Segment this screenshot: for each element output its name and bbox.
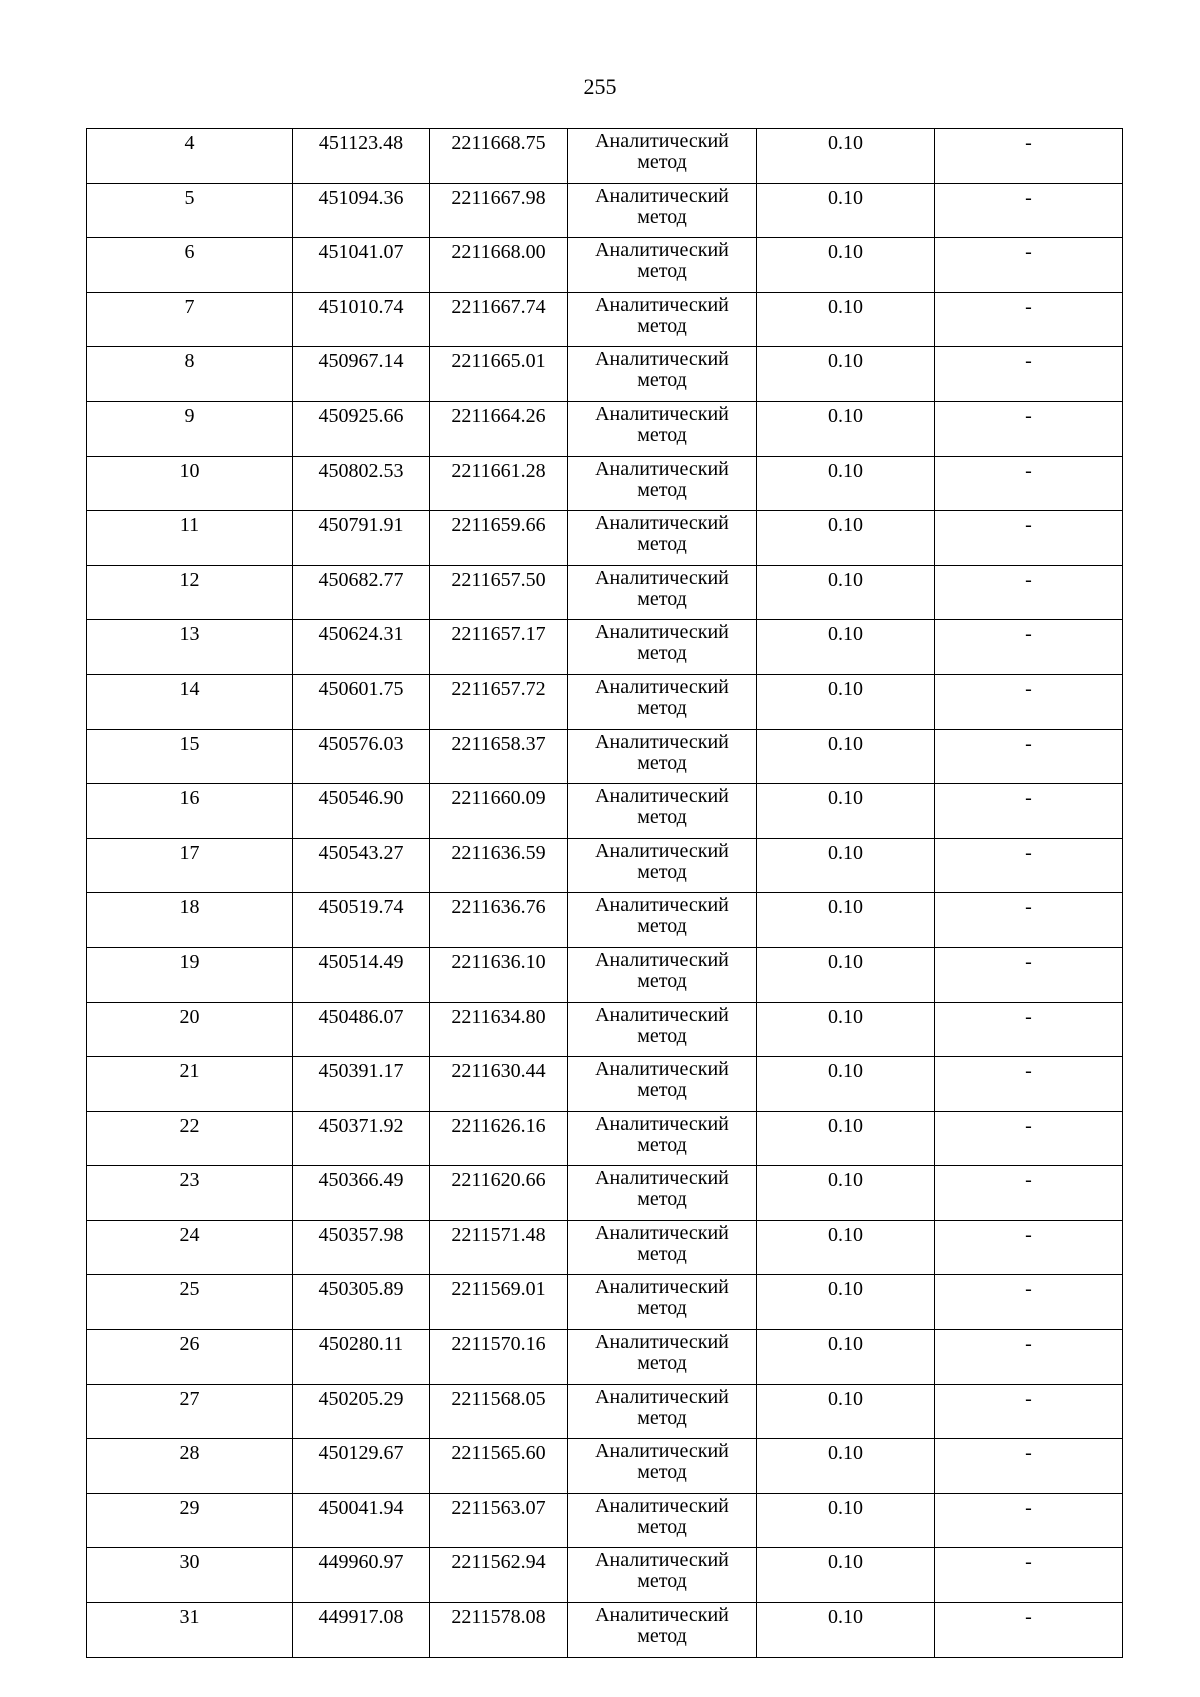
y-coordinate-cell: 2211636.76 [430,893,568,948]
method-line: метод [637,1406,687,1429]
method-cell [568,1330,757,1385]
method-line: метод [637,478,687,501]
x-coordinate-cell: 450357.98 [293,1220,430,1275]
point-number-cell: 27 [87,1384,293,1439]
point-number-cell: 16 [87,784,293,839]
y-coordinate-cell: 2211626.16 [430,1111,568,1166]
x-coordinate-cell: 450041.94 [293,1493,430,1548]
note-cell: - [935,456,1123,511]
point-number-cell: 18 [87,893,293,948]
method-cell [568,1166,757,1221]
point-number-cell: 31 [87,1603,293,1658]
table-row [87,347,1123,402]
point-number-cell: 14 [87,674,293,729]
x-coordinate-cell: 449960.97 [293,1548,430,1603]
point-number-cell: 6 [87,238,293,293]
accuracy-cell: 0.10 [757,456,935,511]
note-cell: - [935,129,1123,184]
table-row [87,620,1123,675]
method-line: Аналитический [595,1494,729,1517]
x-coordinate-cell: 450601.75 [293,674,430,729]
method-line: Аналитический [595,1003,729,1026]
note-cell: - [935,1057,1123,1112]
method-line: Аналитический [595,730,729,753]
accuracy-cell: 0.10 [757,347,935,402]
table-row [87,1603,1123,1658]
y-coordinate-cell: 2211657.72 [430,674,568,729]
x-coordinate-cell: 450205.29 [293,1384,430,1439]
method-cell [568,401,757,456]
table-row [87,1166,1123,1221]
note-cell: - [935,1548,1123,1603]
method-line: Аналитический [595,348,729,371]
method-cell [568,893,757,948]
x-coordinate-cell: 450791.91 [293,511,430,566]
method-cell [568,347,757,402]
method-cell [568,620,757,675]
x-coordinate-cell: 451094.36 [293,183,430,238]
accuracy-cell: 0.10 [757,1057,935,1112]
x-coordinate-cell: 450305.89 [293,1275,430,1330]
y-coordinate-cell: 2211668.00 [430,238,568,293]
method-line: Аналитический [595,293,729,316]
method-cell [568,183,757,238]
method-cell [568,1002,757,1057]
y-coordinate-cell: 2211562.94 [430,1548,568,1603]
method-line: метод [637,205,687,228]
table-row [87,1493,1123,1548]
note-cell: - [935,565,1123,620]
method-line: метод [637,1188,687,1211]
note-cell: - [935,1166,1123,1221]
method-line: метод [637,1461,687,1484]
table-row [87,1548,1123,1603]
y-coordinate-cell: 2211563.07 [430,1493,568,1548]
method-line: метод [637,1024,687,1047]
page-number: 255 [583,74,617,99]
x-coordinate-cell: 451041.07 [293,238,430,293]
note-cell: - [935,238,1123,293]
accuracy-cell: 0.10 [757,838,935,893]
accuracy-cell: 0.10 [757,674,935,729]
point-number-cell: 22 [87,1111,293,1166]
method-line: метод [637,1570,687,1593]
point-number-cell: 26 [87,1330,293,1385]
method-line: метод [637,314,687,337]
method-line: метод [637,1079,687,1102]
accuracy-cell: 0.10 [757,784,935,839]
y-coordinate-cell: 2211661.28 [430,456,568,511]
y-coordinate-cell: 2211667.74 [430,292,568,347]
coordinates-table-body [87,129,1123,1658]
method-line: метод [637,423,687,446]
table-row [87,893,1123,948]
point-number-cell: 28 [87,1439,293,1494]
note-cell: - [935,1275,1123,1330]
y-coordinate-cell: 2211570.16 [430,1330,568,1385]
coordinates-table [86,128,1123,1658]
note-cell: - [935,1603,1123,1658]
accuracy-cell: 0.10 [757,511,935,566]
method-cell [568,292,757,347]
method-cell [568,1275,757,1330]
method-cell [568,1548,757,1603]
accuracy-cell: 0.10 [757,1111,935,1166]
accuracy-cell: 0.10 [757,565,935,620]
table-row [87,511,1123,566]
accuracy-cell: 0.10 [757,729,935,784]
point-number-cell: 13 [87,620,293,675]
method-line: Аналитический [595,1331,729,1354]
method-line: метод [637,1352,687,1375]
point-number-cell: 17 [87,838,293,893]
note-cell: - [935,838,1123,893]
method-cell [568,1603,757,1658]
method-line: Аналитический [595,894,729,917]
accuracy-cell: 0.10 [757,183,935,238]
table-row [87,838,1123,893]
method-line: метод [637,369,687,392]
method-cell [568,1111,757,1166]
accuracy-cell: 0.10 [757,1384,935,1439]
table-row [87,1057,1123,1112]
accuracy-cell: 0.10 [757,292,935,347]
method-line: Аналитический [595,457,729,480]
method-line: Аналитический [595,402,729,425]
method-line: Аналитический [595,839,729,862]
table-row [87,401,1123,456]
method-line: Аналитический [595,566,729,589]
x-coordinate-cell: 450391.17 [293,1057,430,1112]
x-coordinate-cell: 450486.07 [293,1002,430,1057]
method-line: Аналитический [595,1167,729,1190]
y-coordinate-cell: 2211657.50 [430,565,568,620]
method-cell [568,238,757,293]
note-cell: - [935,1493,1123,1548]
note-cell: - [935,674,1123,729]
method-line: метод [637,915,687,938]
accuracy-cell: 0.10 [757,238,935,293]
y-coordinate-cell: 2211578.08 [430,1603,568,1658]
x-coordinate-cell: 450546.90 [293,784,430,839]
accuracy-cell: 0.10 [757,1603,935,1658]
method-line: Аналитический [595,621,729,644]
method-line: Аналитический [595,948,729,971]
x-coordinate-cell: 450802.53 [293,456,430,511]
method-cell [568,729,757,784]
accuracy-cell: 0.10 [757,1548,935,1603]
note-cell: - [935,620,1123,675]
note-cell: - [935,1384,1123,1439]
method-line: Аналитический [595,1385,729,1408]
x-coordinate-cell: 450576.03 [293,729,430,784]
note-cell: - [935,893,1123,948]
point-number-cell: 5 [87,183,293,238]
accuracy-cell: 0.10 [757,893,935,948]
point-number-cell: 7 [87,292,293,347]
table-row [87,456,1123,511]
method-cell [568,1493,757,1548]
y-coordinate-cell: 2211636.59 [430,838,568,893]
method-line: Аналитический [595,1221,729,1244]
note-cell: - [935,729,1123,784]
x-coordinate-cell: 450366.49 [293,1166,430,1221]
point-number-cell: 30 [87,1548,293,1603]
method-line: метод [637,969,687,992]
accuracy-cell: 0.10 [757,1439,935,1494]
accuracy-cell: 0.10 [757,1166,935,1221]
y-coordinate-cell: 2211665.01 [430,347,568,402]
method-line: метод [637,1133,687,1156]
point-number-cell: 29 [87,1493,293,1548]
y-coordinate-cell: 2211569.01 [430,1275,568,1330]
note-cell: - [935,1439,1123,1494]
method-line: Аналитический [595,1112,729,1135]
table-row [87,947,1123,1002]
method-cell [568,947,757,1002]
table-row [87,1275,1123,1330]
method-line: метод [637,587,687,610]
table-row [87,1220,1123,1275]
x-coordinate-cell: 450543.27 [293,838,430,893]
table-row [87,129,1123,184]
table-row [87,1111,1123,1166]
method-line: метод [637,1297,687,1320]
method-cell [568,129,757,184]
method-line: Аналитический [595,130,729,152]
method-line: Аналитический [595,184,729,207]
note-cell: - [935,511,1123,566]
accuracy-cell: 0.10 [757,401,935,456]
table-row [87,1002,1123,1057]
accuracy-cell: 0.10 [757,1493,935,1548]
method-line: Аналитический [595,239,729,262]
y-coordinate-cell: 2211630.44 [430,1057,568,1112]
y-coordinate-cell: 2211657.17 [430,620,568,675]
accuracy-cell: 0.10 [757,947,935,1002]
method-line: Аналитический [595,785,729,808]
method-cell [568,565,757,620]
method-cell [568,1057,757,1112]
method-line: метод [637,260,687,283]
x-coordinate-cell: 450371.92 [293,1111,430,1166]
y-coordinate-cell: 2211636.10 [430,947,568,1002]
table-row [87,238,1123,293]
x-coordinate-cell: 450280.11 [293,1330,430,1385]
x-coordinate-cell: 450682.77 [293,565,430,620]
table-row [87,784,1123,839]
accuracy-cell: 0.10 [757,1002,935,1057]
method-cell [568,838,757,893]
method-line: метод [637,533,687,556]
method-line: Аналитический [595,1276,729,1299]
point-number-cell: 25 [87,1275,293,1330]
table-row [87,1330,1123,1385]
point-number-cell: 19 [87,947,293,1002]
accuracy-cell: 0.10 [757,1220,935,1275]
y-coordinate-cell: 2211660.09 [430,784,568,839]
note-cell: - [935,183,1123,238]
method-cell [568,784,757,839]
method-line: Аналитический [595,1549,729,1572]
note-cell: - [935,784,1123,839]
method-line: метод [637,1625,687,1648]
x-coordinate-cell: 450519.74 [293,893,430,948]
method-line: метод [637,151,687,173]
point-number-cell: 9 [87,401,293,456]
method-cell [568,1220,757,1275]
method-line: Аналитический [595,1440,729,1463]
point-number-cell: 21 [87,1057,293,1112]
method-line: Аналитический [595,675,729,698]
note-cell: - [935,1111,1123,1166]
y-coordinate-cell: 2211659.66 [430,511,568,566]
point-number-cell: 10 [87,456,293,511]
accuracy-cell: 0.10 [757,129,935,184]
point-number-cell: 24 [87,1220,293,1275]
x-coordinate-cell: 451010.74 [293,292,430,347]
y-coordinate-cell: 2211620.66 [430,1166,568,1221]
accuracy-cell: 0.10 [757,620,935,675]
table-row [87,729,1123,784]
point-number-cell: 4 [87,129,293,184]
y-coordinate-cell: 2211658.37 [430,729,568,784]
table-row [87,565,1123,620]
y-coordinate-cell: 2211571.48 [430,1220,568,1275]
note-cell: - [935,1002,1123,1057]
method-line: метод [637,1242,687,1265]
x-coordinate-cell: 449917.08 [293,1603,430,1658]
point-number-cell: 20 [87,1002,293,1057]
y-coordinate-cell: 2211668.75 [430,129,568,184]
point-number-cell: 15 [87,729,293,784]
note-cell: - [935,401,1123,456]
x-coordinate-cell: 450624.31 [293,620,430,675]
x-coordinate-cell: 450967.14 [293,347,430,402]
method-cell [568,1384,757,1439]
method-cell [568,511,757,566]
point-number-cell: 8 [87,347,293,402]
table-row [87,1439,1123,1494]
method-cell [568,456,757,511]
note-cell: - [935,1330,1123,1385]
point-number-cell: 12 [87,565,293,620]
method-line: Аналитический [595,1058,729,1081]
point-number-cell: 11 [87,511,293,566]
method-line: метод [637,860,687,883]
note-cell: - [935,292,1123,347]
x-coordinate-cell: 450514.49 [293,947,430,1002]
method-cell [568,674,757,729]
method-line: метод [637,751,687,774]
note-cell: - [935,1220,1123,1275]
x-coordinate-cell: 450925.66 [293,401,430,456]
method-line: Аналитический [595,1604,729,1627]
x-coordinate-cell: 450129.67 [293,1439,430,1494]
note-cell: - [935,947,1123,1002]
method-cell [568,1439,757,1494]
table-row [87,292,1123,347]
note-cell: - [935,347,1123,402]
method-line: метод [637,806,687,829]
table-row [87,674,1123,729]
table-row [87,1384,1123,1439]
method-line: метод [637,642,687,665]
accuracy-cell: 0.10 [757,1275,935,1330]
y-coordinate-cell: 2211568.05 [430,1384,568,1439]
table-row [87,183,1123,238]
method-line: метод [637,1515,687,1538]
y-coordinate-cell: 2211667.98 [430,183,568,238]
x-coordinate-cell: 451123.48 [293,129,430,184]
y-coordinate-cell: 2211634.80 [430,1002,568,1057]
point-number-cell: 23 [87,1166,293,1221]
method-line: Аналитический [595,512,729,535]
method-line: метод [637,696,687,719]
accuracy-cell: 0.10 [757,1330,935,1385]
y-coordinate-cell: 2211565.60 [430,1439,568,1494]
y-coordinate-cell: 2211664.26 [430,401,568,456]
